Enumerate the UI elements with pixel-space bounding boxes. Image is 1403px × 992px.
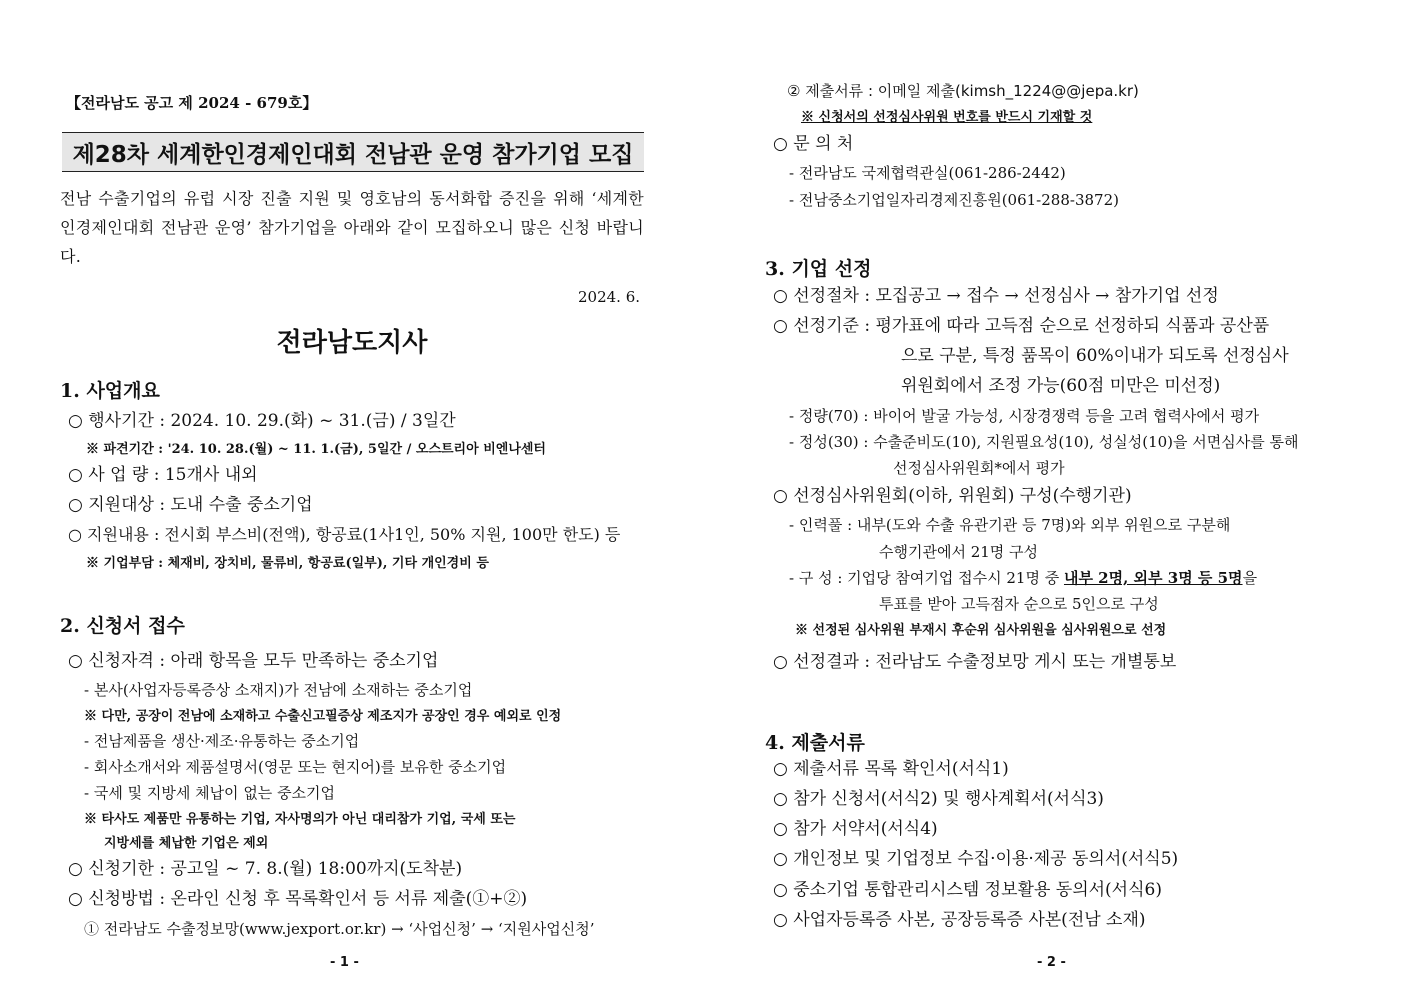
reviewer-number-note: ※ 신청서의 선정심사위원 번호를 반드시 기재할 것 — [801, 110, 1093, 125]
company-burden-note: ※ 기업부담 : 체재비, 장치비, 물류비, 항공료(일부), 기타 개인경비 등 — [86, 556, 489, 571]
notice-id: 【전라남도 공고 제 2024 - 679호】 — [66, 94, 318, 112]
application-deadline: ○ 신청기한 : 공고일 ~ 7. 8.(월) 18:00까지(도착분) — [68, 859, 463, 879]
qualitative-criteria-line1: - 정성(30) : 수출준비도(10), 지원필요성(10), 성실성(10)을 서면심사를 통해 — [789, 433, 1299, 451]
selection-criteria-line2: 으로 구분, 특정 품목이 60%이내가 되도록 선정심사 — [901, 346, 1289, 366]
event-period: ○ 행사기간 : 2024. 10. 29.(화) ~ 31.(금) / 3일간 — [68, 411, 456, 431]
committee-pool-line1: - 인력풀 : 내부(도와 수출 유관기관 등 7명)와 외부 위원으로 구분해 — [789, 516, 1231, 534]
document-title: 제28차 세계한인경제인대회 전남관 운영 참가기업 모집 — [62, 132, 644, 172]
committee-members-emphasis: 내부 2명, 외부 3명 등 5명 — [1063, 569, 1243, 587]
committee-composition: ○ 선정심사위원회(이하, 위원회) 구성(수행기관) — [773, 486, 1132, 506]
support-content: ○ 지원내용 : 전시회 부스비(전액), 항공료(1사1인, 50% 지원, 100만 한도) 등 — [68, 525, 621, 544]
committee-members-line2: 투표를 받아 고득점자 순으로 5인으로 구성 — [879, 595, 1159, 613]
substitute-reviewer-note: ※ 선정된 심사위원 부재시 후순위 심사위원을 심사위원으로 선정 — [795, 623, 1167, 638]
selection-procedure: ○ 선정절차 : 모집공고 → 접수 → 선정심사 → 참가기업 선정 — [773, 286, 1219, 306]
document-item-6: ○ 사업자등록증 사본, 공장등록증 사본(전남 소재) — [773, 910, 1146, 930]
intro-paragraph: 전남 수출기업의 유럽 시장 진출 지원 및 영호남의 동서화합 증진을 위해 ‘세계한인경제인대회 전남관 운영’ 참가기업을 아래와 같이 모집하오니 많은 신청 바랍니다. — [60, 189, 644, 266]
document-item-4: ○ 개인정보 및 기업정보 수집·이용·제공 동의서(서식5) — [773, 849, 1179, 869]
document-item-3: ○ 참가 서약서(서식4) — [773, 819, 938, 839]
committee-members-text: - 구 성 : 기업당 참여기업 접수시 21명 중 — [789, 569, 1064, 587]
eligibility: ○ 신청자격 : 아래 항목을 모두 만족하는 중소기업 — [68, 651, 439, 671]
selection-result: ○ 선정결과 : 전라남도 수출정보망 게시 또는 개별통보 — [773, 652, 1177, 672]
exclusion-note-line1: ※ 타사도 제품만 유통하는 기업, 자사명의가 아닌 대리참가 기업, 국세 또는 — [84, 812, 516, 827]
dispatch-period-note: ※ 파견기간 : '24. 10. 28.(월) ~ 11. 1.(금), 5일간 / 오스트리아 비엔나센터 — [86, 442, 546, 457]
eligibility-materials: - 회사소개서와 제품설명서(영문 또는 현지어)를 보유한 중소기업 — [84, 758, 507, 776]
eligibility-exception-note: ※ 다만, 공장이 전남에 소재하고 수출신고필증상 제조지가 공장인 경우 예외로 인정 — [84, 709, 562, 724]
contact-jepa: - 전남중소기업일자리경제진흥원(061-288-3872) — [789, 191, 1119, 209]
application-step-2: ② 제출서류 : 이메일 제출(kimsh_1224@@jepa.kr) — [787, 82, 1139, 100]
page-2 — [765, 0, 1403, 992]
application-method: ○ 신청방법 : 온라인 신청 후 목록확인서 등 서류 제출(①+②) — [68, 889, 528, 909]
committee-members-line1 — [789, 567, 1257, 589]
page-number: - 1 - — [330, 955, 359, 970]
eligibility-hq: - 본사(사업자등록증상 소재지)가 전남에 소재하는 중소기업 — [84, 681, 473, 699]
eligibility-tax: - 국세 및 지방세 체납이 없는 중소기업 — [84, 784, 336, 802]
application-step-1: ① 전라남도 수출정보망(www.jexport.or.kr) → ‘사업신청’ → ‘지원사업신청’ — [84, 920, 595, 938]
contact-international: - 전라남도 국제협력관실(061-286-2442) — [789, 164, 1066, 182]
issuer-name: 전라남도지사 — [276, 328, 428, 358]
support-target: ○ 지원대상 : 도내 수출 중소기업 — [68, 495, 313, 515]
section-2-heading: 2. 신청서 접수 — [60, 615, 185, 637]
qualitative-criteria-line2: 선정심사위원회*에서 평가 — [893, 459, 1065, 477]
section-1-heading: 1. 사업개요 — [60, 380, 160, 402]
section-4-heading: 4. 제출서류 — [765, 732, 865, 754]
announcement-date: 2024. 6. — [578, 288, 641, 306]
exclusion-note-line2: 지방세를 체납한 기업은 제외 — [104, 836, 269, 851]
page-1 — [60, 0, 720, 992]
quantitative-criteria: - 정량(70) : 바이어 발굴 가능성, 시장경쟁력 등을 고려 협력사에서 평가 — [789, 407, 1260, 425]
contact-heading: ○ 문 의 처 — [773, 134, 854, 154]
page-number: - 2 - — [1037, 955, 1066, 970]
selection-criteria-line1: ○ 선정기준 : 평가표에 따라 고득점 순으로 선정하되 식품과 공산품 — [773, 316, 1270, 336]
business-volume: ○ 사 업 량 : 15개사 내외 — [68, 465, 258, 485]
eligibility-products: - 전남제품을 생산·제조·유통하는 중소기업 — [84, 732, 360, 750]
committee-pool-line2: 수행기관에서 21명 구성 — [879, 543, 1039, 561]
selection-criteria-line3: 위원회에서 조정 가능(60점 미만은 미선정) — [901, 376, 1221, 396]
committee-members-suffix: 을 — [1242, 569, 1258, 587]
document-item-5: ○ 중소기업 통합관리시스템 정보활용 동의서(서식6) — [773, 880, 1162, 900]
section-3-heading: 3. 기업 선정 — [765, 258, 872, 280]
document-item-2: ○ 참가 신청서(서식2) 및 행사계획서(서식3) — [773, 789, 1104, 809]
document-item-1: ○ 제출서류 목록 확인서(서식1) — [773, 759, 1009, 779]
